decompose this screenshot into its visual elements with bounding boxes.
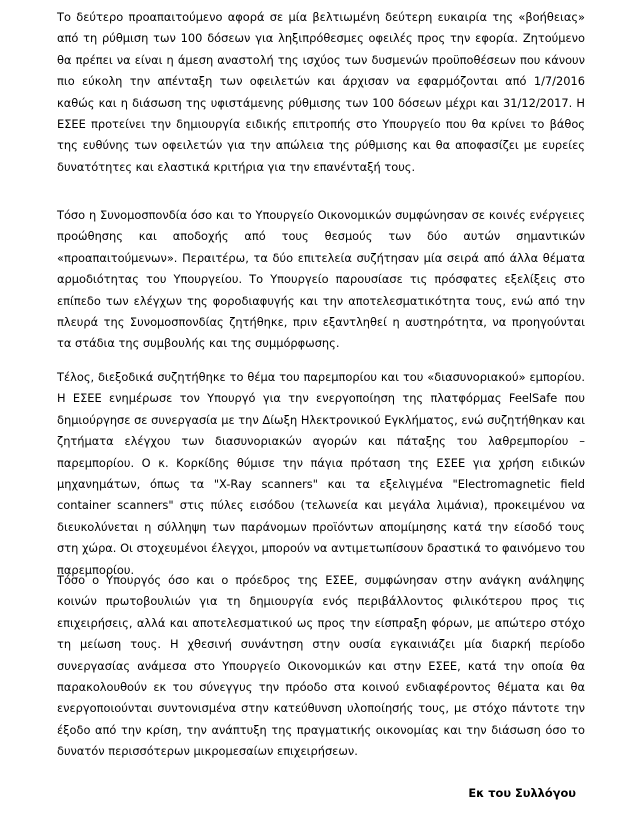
paragraph-cooperation: Τόσο ο Υπουργός όσο και ο πρόεδρος της ΕΣΕΕ, συμφώνησαν στην ανάγκη ανάληψης κοινών πρωτοβουλιών για τη δημιουργία ενός περιβάλλοντος φιλικότερου προς τις επιχειρήσεις, αλλά και αποτελεσματικού ως προς την είσπραξη φόρων, με απώτερο στόχο τη μείωση τους. Η χθεσινή συνάντηση στην ουσία εγκαινιάζει μία διαρκή περίοδο συνεργασίας ανάμεσα στο Υπουργείο Οικονομικών και στην ΕΣΕΕ, κατά την οποία θα παρακολουθούν εκ του σύνεγγυς την πρόοδο στα κοινού ενδιαφέροντος θέματα και θα ενεργοποιούνται συντονισμένα στην κατεύθυνση υλοποίησής τους, με στόχο πάντοτε την έξοδο από την κρίση, την ανάπτυξη της πραγματικής οικονομίας και την διάσωση όσο το δυνατόν περισσότερων μικρομεσαίων επιχειρήσεων.: [57, 573, 585, 759]
paragraph-illegal-trade: Τέλος, διεξοδικά συζητήθηκε το θέμα του παρεμπορίου και του «διασυνοριακού» εμπορίου. Η ΕΣΕΕ ενημέρωσε τον Υπουργό για την ενεργοποίηση της πλατφόρμας FeelSafe που δημιούργησε σε συνεργασία με την Δίωξη Ηλεκτρονικού Εγκλήματος, ενώ συζητήθηκαν και ζητήματα ελέγχου των διασυνοριακών αγορών και πάταξης του λαθρεμπορίου – παρεμπορίου. Ο κ. Κορκίδης θύμισε την πάγια πρόταση της ΕΣΕΕ για χρήση ειδικών μηχανημάτων, όπως τα "X-Ray scanners" και τα εξελιγμένα "Electromagnetic field container scanners" στις πύλες εισόδου (τελωνεία και μεγάλα λιμάνια), προκειμένου να διευκολύνεται η σύλληψη των παράνομων προϊόντων απομίμησης κατά την είσοδό τους στη χώρα. Οι στοχευμένοι έλεγχοι, μπορούν να αντιμετωπίσουν δραστικά το φαινόμενο του παρεμπορίου.: [57, 370, 585, 577]
signature: Εκ του Συλλόγου: [468, 786, 576, 800]
paragraph-joint-actions: Τόσο η Συνομοσπονδία όσο και το Υπουργείο Οικονομικών συμφώνησαν σε κοινές ενέργειες προώθησης και αποδοχής από τους θεσμούς των δύο αυτών σημαντικών «προαπαιτούμενων». Περαιτέρω, τα δύο επιτελεία συζήτησαν μία σειρά από άλλα θέματα αρμοδιότητας του Υπουργείου. Το Υπουργείο παρουσίασε τις πρόσφατες εξελίξεις στο επίπεδο των ελέγχων της φοροδιαφυγής και την αποτελεσματικότητα τους, ενώ από την πλευρά της Συνομοσπονδίας ζητήθηκε, πριν εξαντληθεί η αυστηρότητα, να προηγούνται τα στάδια της συμβουλής και της συμμόρφωσης.: [57, 208, 585, 351]
paragraph-second-prerequisite: Το δεύτερο προαπαιτούμενο αφορά σε μία βελτιωμένη δεύτερη ευκαιρία της «βοήθειας» από τη ρύθμιση των 100 δόσεων για ληξιπρόθεσμες οφειλές προς την εφορία. Ζητούμενο θα πρέπει να είναι η άμεση αναστολή της ισχύος των δυσμενών προϋποθέσεων που κάνουν πιο εύκολη την απένταξη των οφειλετών και άρχισαν να εφαρμόζονται από 1/7/2016 καθώς και η διάσωση της υφιστάμενης ρύθμισης των 100 δόσεων μέχρι και 31/12/2017. Η ΕΣΕΕ προτείνει την δημιουργία ειδικής επιτροπής στο Υπουργείο που θα κρίνει το βάθος της ευθύνης των οφειλετών για την απώλεια της ρύθμισης και θα αποφασίζει με ευρείες δυνατότητες και ελαστικά κριτήρια για την επανένταξή τους.: [57, 10, 585, 174]
